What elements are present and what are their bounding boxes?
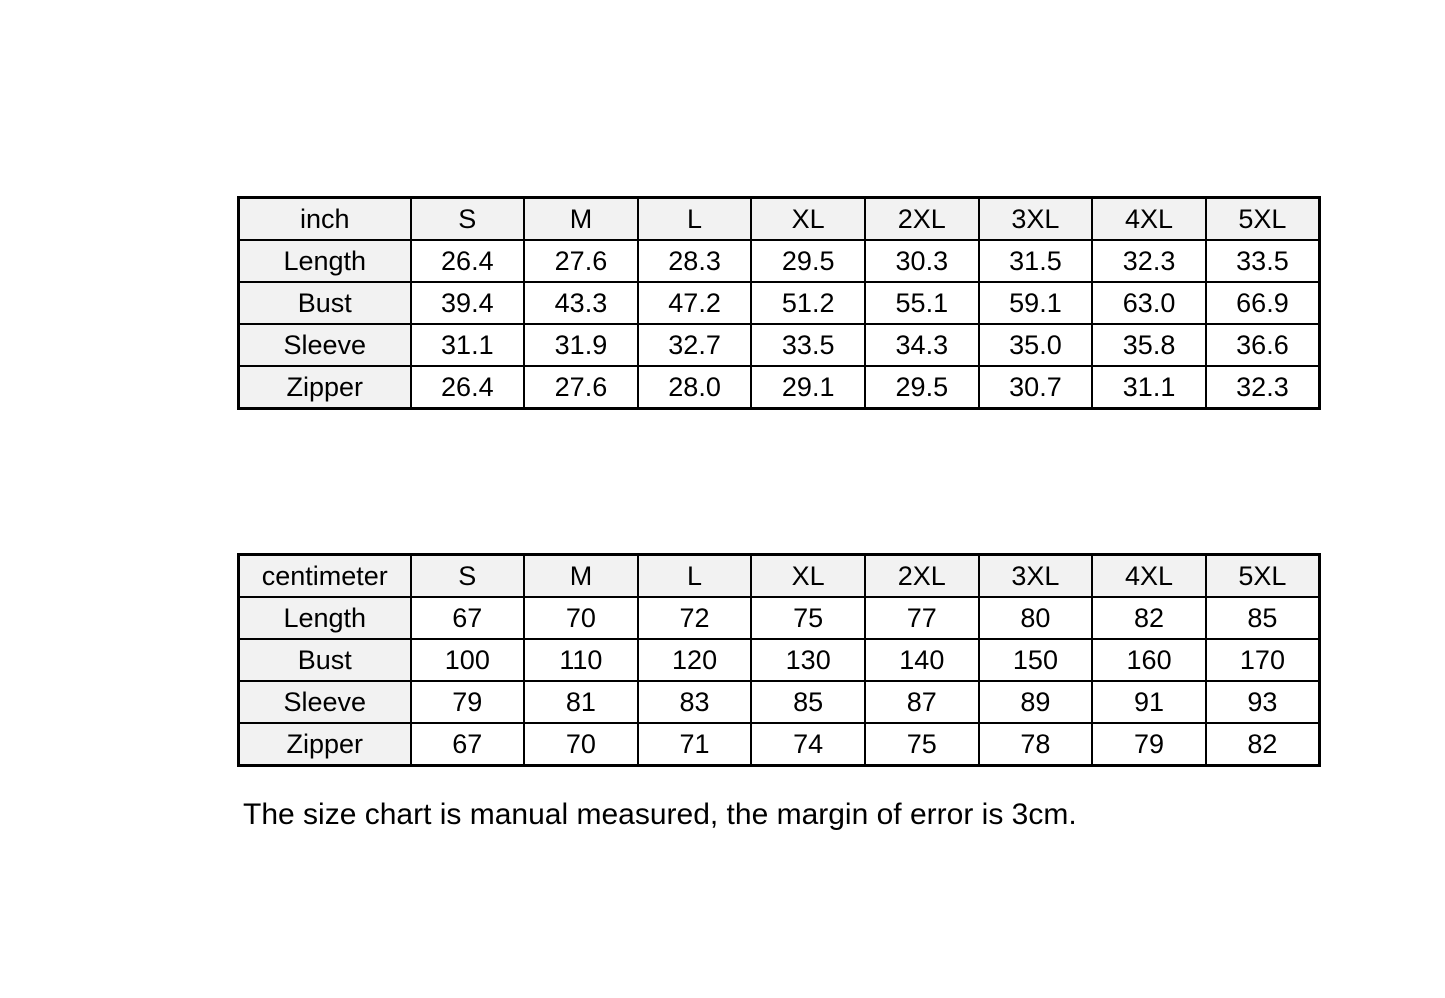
value-cell: 32.7: [638, 324, 752, 366]
value-cell: 120: [638, 639, 752, 681]
value-cell: 82: [1206, 723, 1320, 766]
value-cell: 170: [1206, 639, 1320, 681]
row-label-cell: Length: [239, 240, 411, 282]
row-label-cell: Zipper: [239, 366, 411, 409]
value-cell: 79: [411, 681, 525, 723]
value-cell: 31.1: [411, 324, 525, 366]
size-column-header: L: [638, 555, 752, 598]
value-cell: 26.4: [411, 240, 525, 282]
value-cell: 31.1: [1092, 366, 1206, 409]
value-cell: 67: [411, 597, 525, 639]
table-row: [239, 366, 1320, 409]
size-column-header: 5XL: [1206, 555, 1320, 598]
size-column-header: M: [524, 198, 638, 241]
value-cell: 110: [524, 639, 638, 681]
header-row: [239, 198, 1320, 241]
size-table-centimeter: [237, 553, 1321, 767]
size-column-header: XL: [751, 198, 865, 241]
value-cell: 39.4: [411, 282, 525, 324]
value-cell: 35.8: [1092, 324, 1206, 366]
value-cell: 82: [1092, 597, 1206, 639]
value-cell: 32.3: [1206, 366, 1320, 409]
row-label-cell: Sleeve: [239, 681, 411, 723]
size-column-header: 5XL: [1206, 198, 1320, 241]
value-cell: 80: [979, 597, 1093, 639]
row-label-cell: Length: [239, 597, 411, 639]
size-column-header: 3XL: [979, 198, 1093, 241]
table-row: [239, 639, 1320, 681]
value-cell: 87: [865, 681, 979, 723]
table-row: [239, 240, 1320, 282]
value-cell: 130: [751, 639, 865, 681]
value-cell: 30.3: [865, 240, 979, 282]
value-cell: 35.0: [979, 324, 1093, 366]
value-cell: 28.0: [638, 366, 752, 409]
size-column-header: S: [411, 555, 525, 598]
size-column-header: 2XL: [865, 555, 979, 598]
table-row: [239, 324, 1320, 366]
value-cell: 32.3: [1092, 240, 1206, 282]
table-row: [239, 282, 1320, 324]
value-cell: 83: [638, 681, 752, 723]
value-cell: 36.6: [1206, 324, 1320, 366]
value-cell: 77: [865, 597, 979, 639]
value-cell: 79: [1092, 723, 1206, 766]
unit-label-cell: inch: [239, 198, 411, 241]
value-cell: 93: [1206, 681, 1320, 723]
size-column-header: S: [411, 198, 525, 241]
row-label-cell: Zipper: [239, 723, 411, 766]
value-cell: 70: [524, 723, 638, 766]
table-row: [239, 681, 1320, 723]
value-cell: 29.5: [865, 366, 979, 409]
value-cell: 33.5: [751, 324, 865, 366]
value-cell: 51.2: [751, 282, 865, 324]
size-column-header: XL: [751, 555, 865, 598]
value-cell: 26.4: [411, 366, 525, 409]
value-cell: 59.1: [979, 282, 1093, 324]
value-cell: 55.1: [865, 282, 979, 324]
value-cell: 140: [865, 639, 979, 681]
value-cell: 71: [638, 723, 752, 766]
value-cell: 89: [979, 681, 1093, 723]
value-cell: 28.3: [638, 240, 752, 282]
value-cell: 91: [1092, 681, 1206, 723]
value-cell: 31.5: [979, 240, 1093, 282]
value-cell: 74: [751, 723, 865, 766]
value-cell: 100: [411, 639, 525, 681]
value-cell: 30.7: [979, 366, 1093, 409]
size-column-header: M: [524, 555, 638, 598]
unit-label-cell: centimeter: [239, 555, 411, 598]
size-table-inch: [237, 196, 1321, 410]
value-cell: 75: [751, 597, 865, 639]
value-cell: 27.6: [524, 366, 638, 409]
row-label-cell: Sleeve: [239, 324, 411, 366]
value-cell: 27.6: [524, 240, 638, 282]
value-cell: 67: [411, 723, 525, 766]
size-column-header: 4XL: [1092, 555, 1206, 598]
row-label-cell: Bust: [239, 282, 411, 324]
value-cell: 34.3: [865, 324, 979, 366]
row-label-cell: Bust: [239, 639, 411, 681]
size-column-header: 2XL: [865, 198, 979, 241]
value-cell: 160: [1092, 639, 1206, 681]
value-cell: 72: [638, 597, 752, 639]
size-column-header: 4XL: [1092, 198, 1206, 241]
value-cell: 47.2: [638, 282, 752, 324]
value-cell: 33.5: [1206, 240, 1320, 282]
table-row: [239, 597, 1320, 639]
value-cell: 75: [865, 723, 979, 766]
size-column-header: L: [638, 198, 752, 241]
value-cell: 66.9: [1206, 282, 1320, 324]
value-cell: 29.1: [751, 366, 865, 409]
size-column-header: 3XL: [979, 555, 1093, 598]
value-cell: 78: [979, 723, 1093, 766]
value-cell: 43.3: [524, 282, 638, 324]
table-row: [239, 723, 1320, 766]
value-cell: 150: [979, 639, 1093, 681]
value-cell: 70: [524, 597, 638, 639]
header-row: [239, 555, 1320, 598]
measurement-note: The size chart is manual measured, the margin of error is 3cm.: [243, 798, 1077, 831]
value-cell: 63.0: [1092, 282, 1206, 324]
value-cell: 85: [751, 681, 865, 723]
value-cell: 85: [1206, 597, 1320, 639]
value-cell: 31.9: [524, 324, 638, 366]
value-cell: 29.5: [751, 240, 865, 282]
value-cell: 81: [524, 681, 638, 723]
